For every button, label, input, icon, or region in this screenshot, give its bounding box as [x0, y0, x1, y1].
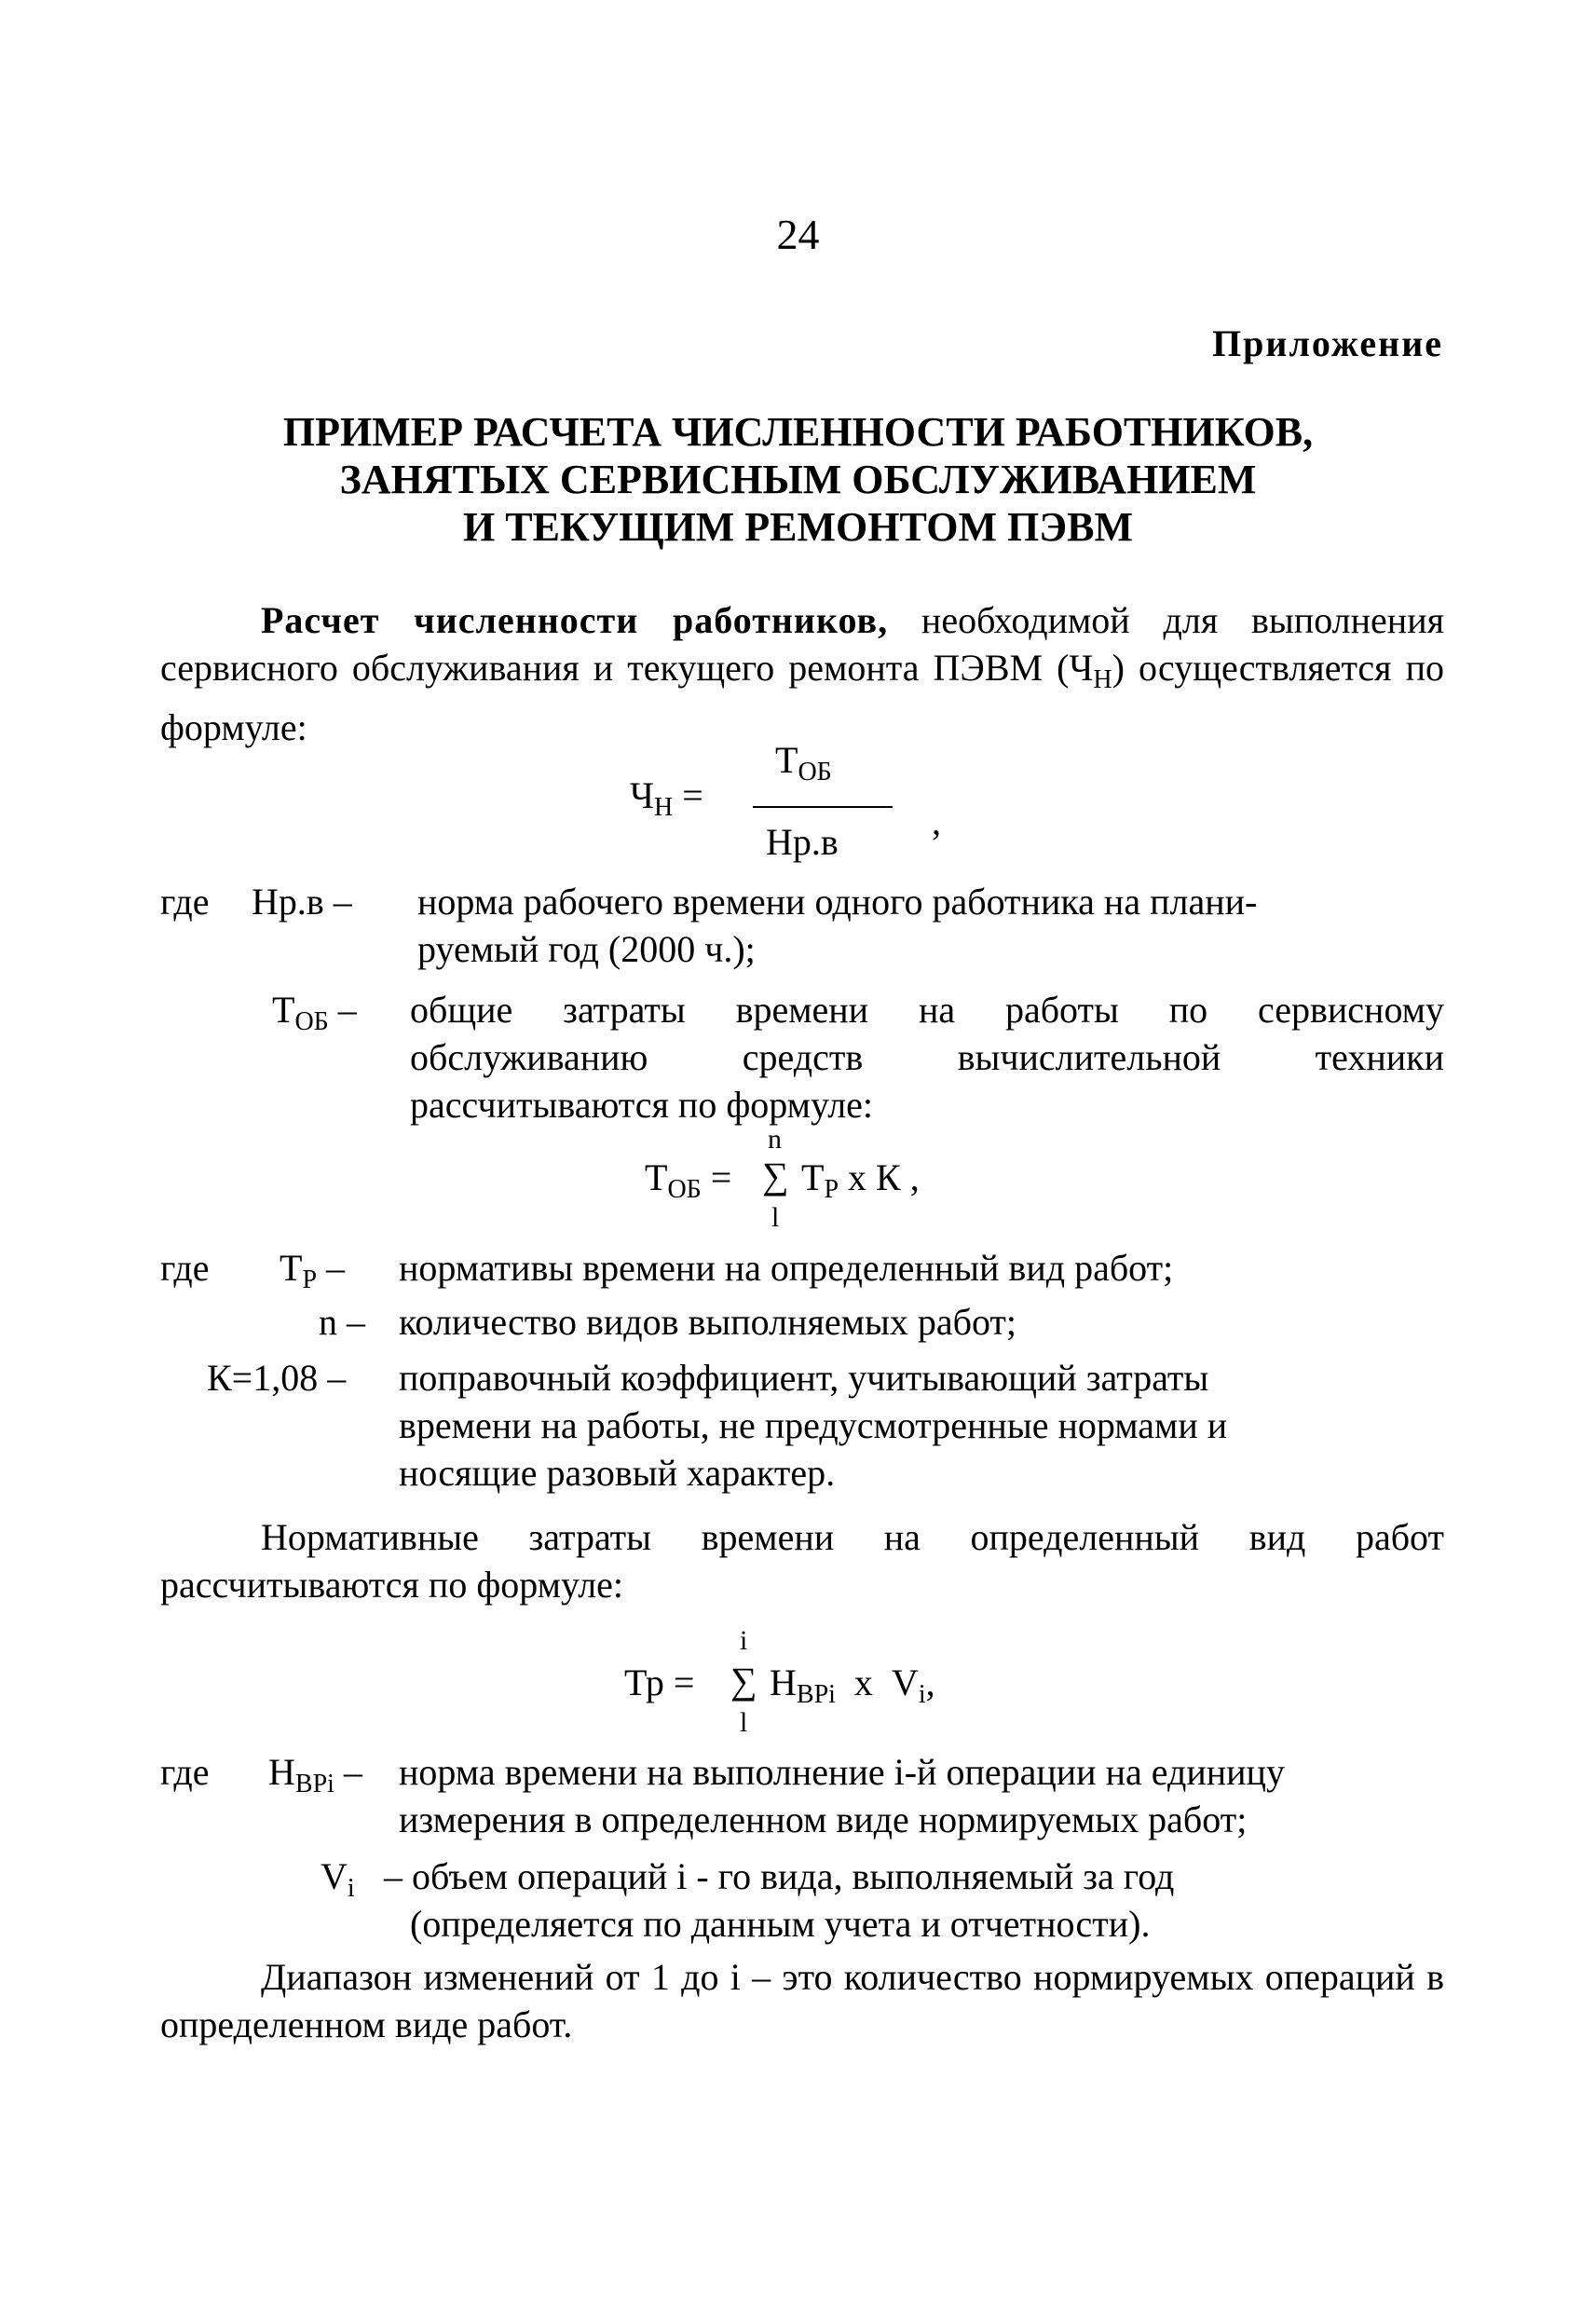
formula2-equals: =: [710, 1156, 732, 1198]
formula2-sum-bottom: l: [771, 1202, 780, 1233]
title-line-3: И ТЕКУЩИМ РЕМОНТОМ ПЭВМ: [463, 504, 1133, 550]
defs3-v-term: [321, 1853, 355, 1912]
formula3-lhs-text: Тр: [624, 1661, 664, 1703]
defs3-hvr-sub: ВРi: [294, 1770, 334, 1798]
intro-text: необходимой для выполнения сервисного обслуживания и текущего ремонта ПЭВМ (Ч: [160, 599, 1444, 689]
defs2-n-text: количество видов выполняемых работ;: [399, 1301, 1017, 1343]
formula2-lhs: [645, 1156, 731, 1205]
defs1-tob-text: [410, 986, 1444, 1128]
defs2-k-term: К=1,08 –: [207, 1357, 347, 1399]
appendix-label: Приложение: [1212, 322, 1443, 364]
defs2-k-line1: поправочный коэффициент, учитывающий затраты: [399, 1357, 1209, 1399]
formula2-lhs-sub: ОБ: [667, 1175, 702, 1204]
formula2-rest: х К ,: [848, 1156, 920, 1198]
defs1-hrv-line2: руемый год (2000 ч.);: [417, 928, 756, 970]
defs1-where: где: [160, 881, 210, 923]
intro-bold: Расчет численности работников,: [261, 599, 889, 641]
formula1-lhs-letter: Ч: [630, 774, 654, 816]
defs3-where: где: [160, 1751, 210, 1793]
defs1-tob-line3: рассчитываются по формуле:: [410, 1084, 874, 1126]
defs2-n-term: n –: [319, 1301, 365, 1343]
formula3-sum-bottom: l: [740, 1707, 748, 1738]
formula3-v-sub: i: [918, 1680, 926, 1709]
defs2-k-text: [399, 1354, 1444, 1497]
defs1-tob-term: [272, 986, 357, 1046]
defs1-hrv-term: Нр.в –: [252, 881, 352, 923]
formula1-denominator: Нр.в: [766, 821, 839, 863]
defs2-where: где: [160, 1247, 210, 1289]
defs2-tp-text: нормативы времени на определенный вид работ;: [399, 1247, 1174, 1289]
formula1-comma: ,: [932, 800, 941, 842]
defs3-v-letter: V: [321, 1855, 348, 1897]
sigma-icon-2: ∑: [730, 1660, 757, 1702]
defs3-v-text: [384, 1853, 1444, 1948]
defs2-tp-term: [280, 1244, 345, 1304]
formula3-lhs: [624, 1661, 694, 1704]
page-title: [0, 408, 1596, 551]
defs2-tp-sub: Р: [302, 1265, 318, 1294]
formula2-rhs: [801, 1156, 920, 1205]
formula3-term-sub: ВРi: [796, 1680, 836, 1709]
defs1-tob-sub: ОБ: [294, 1007, 329, 1036]
title-line-1: ПРИМЕР РАСЧЕТА ЧИСЛЕННОСТИ РАБОТНИКОВ,: [282, 409, 1314, 455]
defs2-k-line3: носящие разовый характер.: [399, 1452, 836, 1494]
formula3-sum-top: i: [740, 1625, 748, 1656]
formula3-times: х: [853, 1661, 873, 1703]
paragraph-2-text: Нормативные затраты времени на определенный вид работ рассчитываются по формуле:: [160, 1516, 1444, 1606]
formula1-num-letter: Т: [775, 739, 798, 781]
formula3-comma: ,: [925, 1661, 935, 1703]
formula3-equals: =: [673, 1661, 695, 1703]
formula1-equals: =: [682, 774, 703, 816]
formula3-term-letter: Н: [770, 1661, 797, 1703]
intro-sub: Н: [1093, 665, 1112, 694]
paragraph-3: [160, 1953, 1444, 2048]
defs1-tob-line1: общие затраты времени на работы по сервисному: [410, 989, 1444, 1031]
formula1-num-sub: ОБ: [798, 758, 832, 786]
defs3-hvr-letter: Н: [268, 1751, 295, 1793]
defs3-hvr-dash: –: [343, 1751, 362, 1793]
defs3-v-line1: – объем операций i - го вида, выполняемый за год: [384, 1855, 1175, 1897]
defs1-hrv-text: [417, 878, 1444, 973]
formula1-lhs: [630, 773, 703, 823]
intro-paragraph: [160, 596, 1444, 751]
formula3-v: V: [891, 1661, 919, 1703]
paragraph-2: [160, 1513, 1444, 1608]
defs3-hvr-text: [399, 1748, 1444, 1843]
defs3-v-line2: (определяется по данным учета и отчетности).: [410, 1903, 1151, 1945]
defs1-hrv-line1: норма рабочего времени одного работника на плани-: [417, 881, 1258, 923]
defs3-hvr-line1: норма времени на выполнение i-й операции на единицу: [399, 1751, 1285, 1793]
paragraph-3-text: Диапазон изменений от 1 до i – это количество нормируемых операций в определенном виде работ.: [160, 1956, 1444, 2045]
defs2-tp-dash: –: [326, 1247, 346, 1289]
defs3-hvr-term: [268, 1748, 362, 1808]
page-number: 24: [776, 211, 820, 258]
title-line-2: ЗАНЯТЫХ СЕРВИСНЫМ ОБСЛУЖИВАНИЕМ: [339, 457, 1257, 502]
intro-tail: ) осуществляется по формуле:: [160, 647, 1445, 748]
defs2-k-line2: времени на работы, не предусмотренные нормами и: [399, 1404, 1228, 1446]
formula2-lhs-letter: Т: [645, 1156, 668, 1198]
defs1-tob-dash: –: [337, 989, 357, 1031]
formula1-numerator: [775, 738, 832, 787]
formula2-term-sub: Р: [824, 1175, 839, 1204]
formula3-rhs: [770, 1661, 935, 1710]
formula1-lhs-sub: Н: [654, 793, 674, 822]
defs3-v-sub: i: [347, 1874, 355, 1903]
defs3-hvr-line2: измерения в определенном виде нормируемых работ;: [399, 1798, 1248, 1840]
formula1-fraction-line: [753, 806, 893, 808]
formula2-sum-top: n: [768, 1124, 782, 1155]
defs2-tp-letter: Т: [280, 1247, 303, 1289]
defs1-tob-line2: обслуживанию средств вычислительной техники: [410, 1036, 1444, 1078]
defs1-tob-letter: Т: [272, 989, 295, 1031]
sigma-icon: ∑: [762, 1155, 789, 1197]
formula2-term-letter: Т: [801, 1156, 825, 1198]
